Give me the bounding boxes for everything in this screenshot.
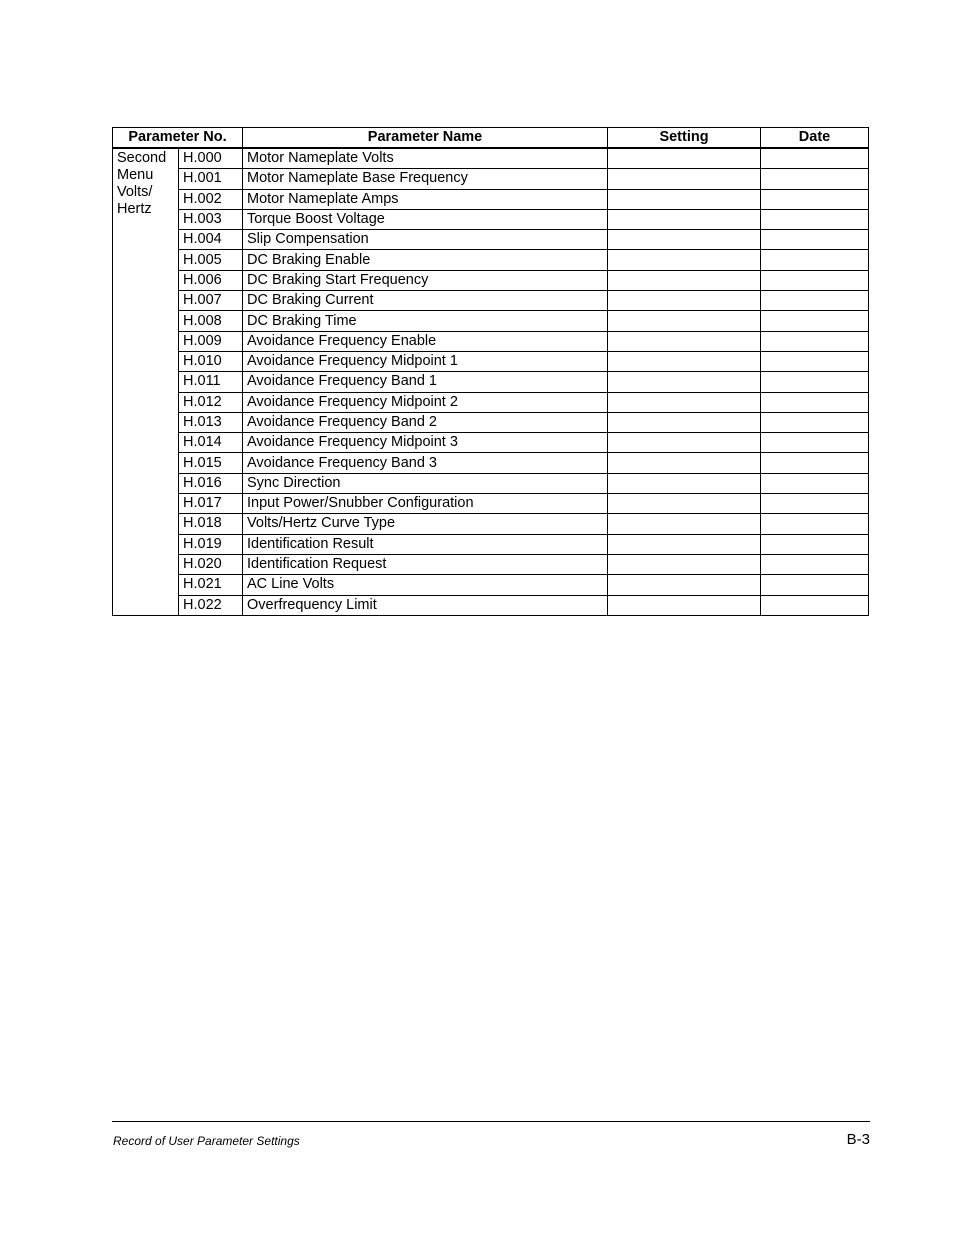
table-row (113, 392, 869, 412)
group-label-line: Menu (117, 167, 154, 183)
table-row (113, 412, 869, 432)
parameter-name-cell: Avoidance Frequency Enable (243, 331, 608, 351)
table-row (113, 514, 869, 534)
table-row (113, 250, 869, 270)
table-row (113, 189, 869, 209)
setting-cell (608, 433, 761, 453)
parameter-name-cell: DC Braking Time (243, 311, 608, 331)
date-cell (761, 291, 869, 311)
date-cell (761, 453, 869, 473)
group-label (113, 148, 179, 615)
setting-cell (608, 595, 761, 615)
parameter-name-cell: Avoidance Frequency Midpoint 2 (243, 392, 608, 412)
table-row (113, 595, 869, 615)
parameter-number-cell: H.006 (179, 270, 243, 290)
parameter-name-cell: Overfrequency Limit (243, 595, 608, 615)
setting-cell (608, 311, 761, 331)
date-cell (761, 433, 869, 453)
setting-cell (608, 250, 761, 270)
group-label-line: Volts/ (117, 184, 153, 200)
setting-cell (608, 331, 761, 351)
date-cell (761, 270, 869, 290)
table-row (113, 494, 869, 514)
parameter-number-cell: H.022 (179, 595, 243, 615)
table-row (113, 331, 869, 351)
parameter-number-cell: H.007 (179, 291, 243, 311)
table-row (113, 473, 869, 493)
date-cell (761, 372, 869, 392)
table-row (113, 575, 869, 595)
table-row (113, 209, 869, 229)
parameter-number-cell: H.001 (179, 169, 243, 189)
date-cell (761, 554, 869, 574)
table-row (113, 169, 869, 189)
parameter-name-cell: Slip Compensation (243, 230, 608, 250)
date-cell (761, 575, 869, 595)
setting-cell (608, 514, 761, 534)
parameter-number-cell: H.004 (179, 230, 243, 250)
table-row (113, 351, 869, 371)
parameter-number-cell: H.016 (179, 473, 243, 493)
parameter-number-cell: H.008 (179, 311, 243, 331)
parameter-number-cell: H.015 (179, 453, 243, 473)
parameter-name-cell: Avoidance Frequency Band 3 (243, 453, 608, 473)
table-row (113, 554, 869, 574)
parameter-name-cell: DC Braking Start Frequency (243, 270, 608, 290)
parameter-number-cell: H.000 (179, 148, 243, 169)
parameter-name-cell: Volts/Hertz Curve Type (243, 514, 608, 534)
table-row (113, 453, 869, 473)
header-parameter-name: Parameter Name (243, 128, 608, 149)
parameter-number-cell: H.011 (179, 372, 243, 392)
date-cell (761, 230, 869, 250)
date-cell (761, 392, 869, 412)
parameter-name-cell: Identification Result (243, 534, 608, 554)
table-row (113, 433, 869, 453)
date-cell (761, 412, 869, 432)
table-row (113, 230, 869, 250)
setting-cell (608, 351, 761, 371)
group-label-line: Second (117, 150, 167, 166)
parameter-number-cell: H.020 (179, 554, 243, 574)
setting-cell (608, 169, 761, 189)
setting-cell (608, 554, 761, 574)
table-row (113, 148, 869, 169)
setting-cell (608, 534, 761, 554)
page-number: B-3 (846, 1131, 870, 1148)
parameter-number-cell: H.010 (179, 351, 243, 371)
date-cell (761, 169, 869, 189)
parameter-number-cell: H.014 (179, 433, 243, 453)
setting-cell (608, 575, 761, 595)
parameter-number-cell: H.012 (179, 392, 243, 412)
parameter-table (112, 127, 869, 616)
parameter-number-cell: H.017 (179, 494, 243, 514)
parameter-name-cell: Sync Direction (243, 473, 608, 493)
date-cell (761, 250, 869, 270)
table-body (113, 148, 869, 615)
table-row (113, 534, 869, 554)
parameter-name-cell: Avoidance Frequency Band 2 (243, 412, 608, 432)
date-cell (761, 473, 869, 493)
parameter-name-cell: Motor Nameplate Volts (243, 148, 608, 169)
date-cell (761, 494, 869, 514)
parameter-name-cell: Identification Request (243, 554, 608, 574)
header-date: Date (761, 128, 869, 149)
table-row (113, 311, 869, 331)
parameter-number-cell: H.009 (179, 331, 243, 351)
date-cell (761, 331, 869, 351)
table-header-row (113, 128, 869, 149)
setting-cell (608, 148, 761, 169)
parameter-name-cell: DC Braking Enable (243, 250, 608, 270)
parameter-number-cell: H.019 (179, 534, 243, 554)
parameter-name-cell: Avoidance Frequency Midpoint 3 (243, 433, 608, 453)
date-cell (761, 311, 869, 331)
parameter-name-cell: Motor Nameplate Base Frequency (243, 169, 608, 189)
date-cell (761, 189, 869, 209)
parameter-number-cell: H.005 (179, 250, 243, 270)
setting-cell (608, 412, 761, 432)
date-cell (761, 209, 869, 229)
parameter-name-cell: Avoidance Frequency Midpoint 1 (243, 351, 608, 371)
setting-cell (608, 189, 761, 209)
setting-cell (608, 270, 761, 290)
setting-cell (608, 392, 761, 412)
setting-cell (608, 291, 761, 311)
parameter-number-cell: H.018 (179, 514, 243, 534)
table-row (113, 270, 869, 290)
parameter-name-cell: Avoidance Frequency Band 1 (243, 372, 608, 392)
parameter-name-cell: AC Line Volts (243, 575, 608, 595)
parameter-number-cell: H.013 (179, 412, 243, 432)
parameter-number-cell: H.003 (179, 209, 243, 229)
header-parameter-no: Parameter No. (113, 128, 243, 149)
table-row (113, 291, 869, 311)
date-cell (761, 534, 869, 554)
setting-cell (608, 230, 761, 250)
setting-cell (608, 372, 761, 392)
footer-divider (112, 1121, 870, 1122)
parameter-number-cell: H.002 (179, 189, 243, 209)
setting-cell (608, 473, 761, 493)
parameter-number-cell: H.021 (179, 575, 243, 595)
table-row (113, 372, 869, 392)
date-cell (761, 595, 869, 615)
date-cell (761, 514, 869, 534)
header-setting: Setting (608, 128, 761, 149)
parameter-name-cell: Input Power/Snubber Configuration (243, 494, 608, 514)
setting-cell (608, 494, 761, 514)
date-cell (761, 351, 869, 371)
group-label-line: Hertz (117, 201, 152, 217)
setting-cell (608, 453, 761, 473)
parameter-name-cell: DC Braking Current (243, 291, 608, 311)
footer-title: Record of User Parameter Settings (113, 1134, 300, 1148)
setting-cell (608, 209, 761, 229)
parameter-name-cell: Motor Nameplate Amps (243, 189, 608, 209)
date-cell (761, 148, 869, 169)
parameter-name-cell: Torque Boost Voltage (243, 209, 608, 229)
